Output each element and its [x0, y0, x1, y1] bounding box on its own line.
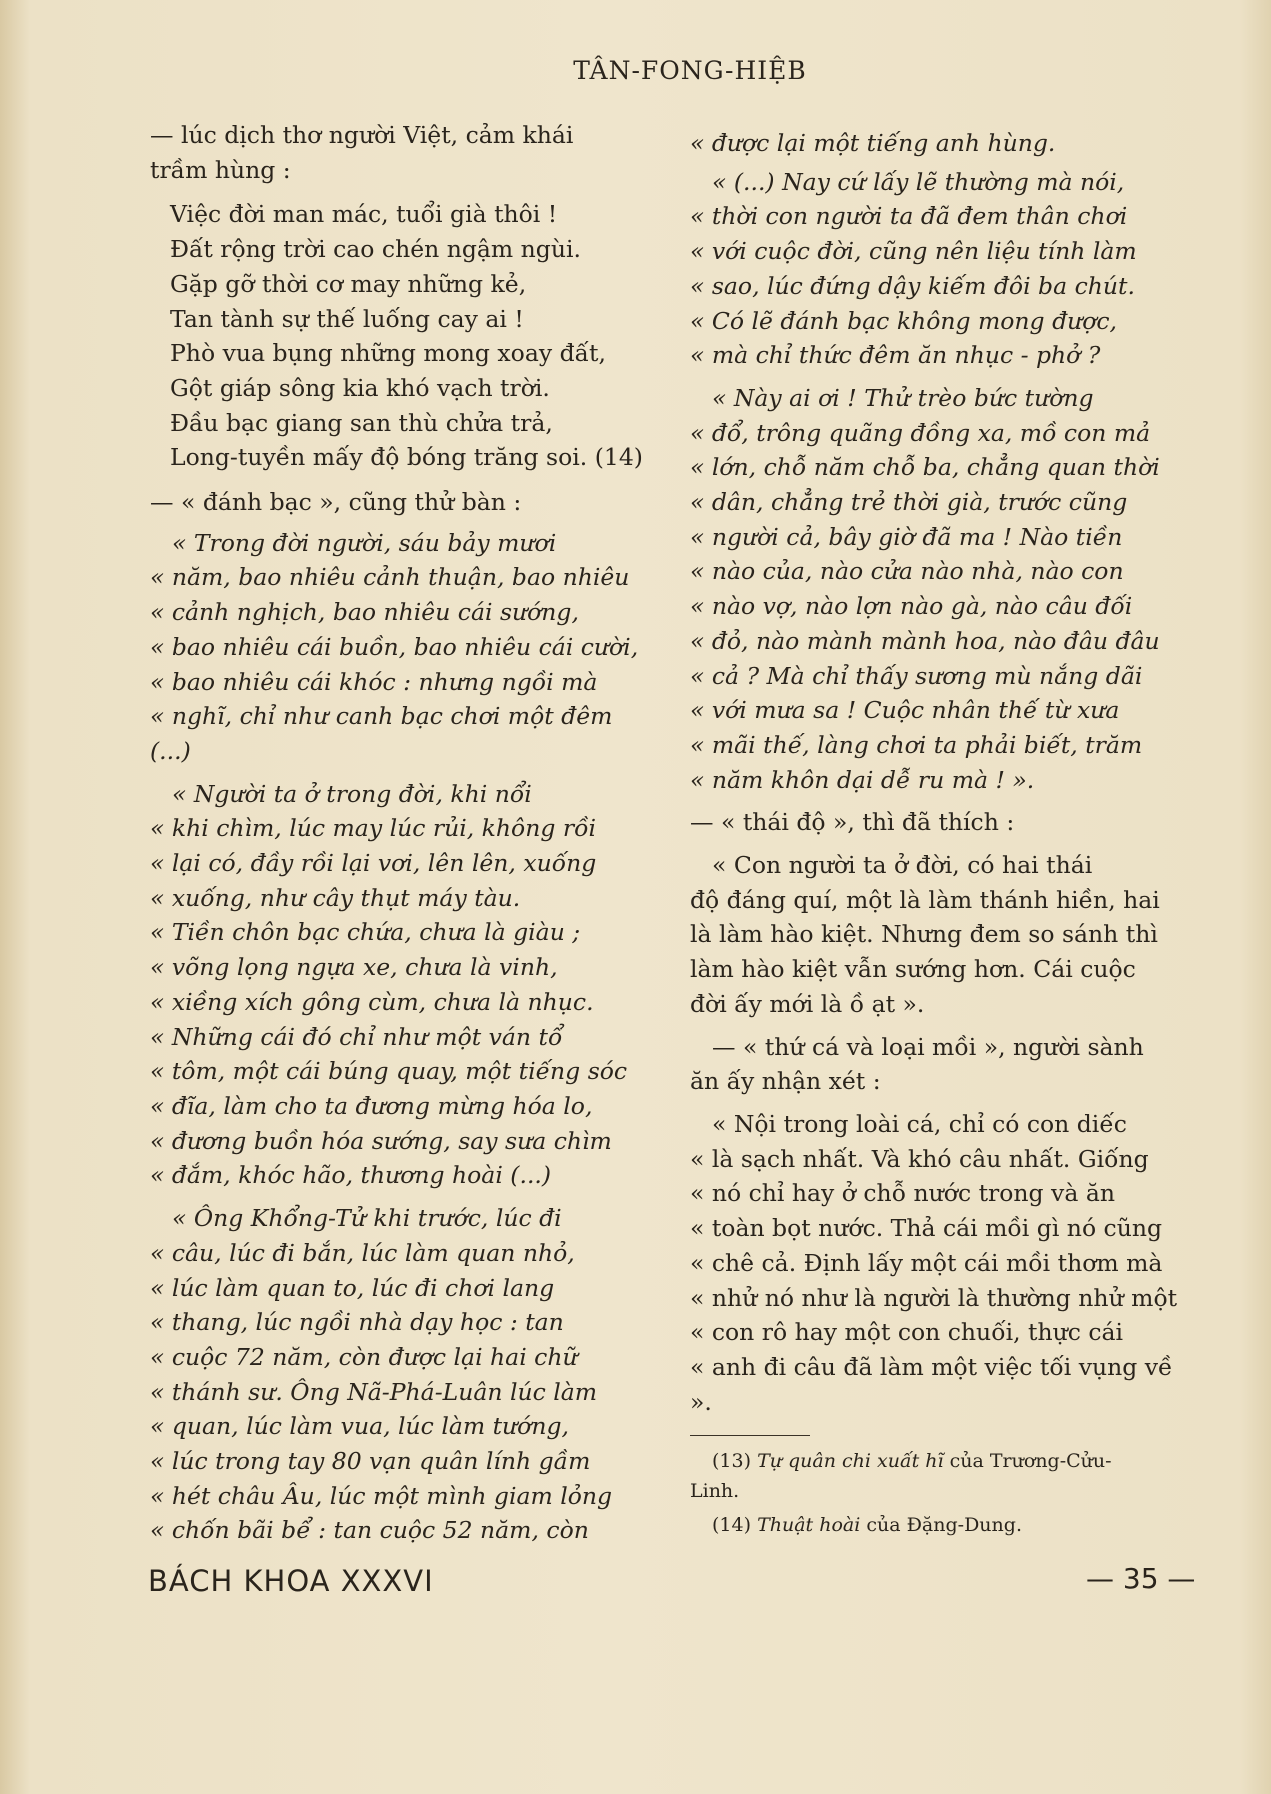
- quote-line: « người cả, bây giờ đã ma ! Nào tiền: [690, 522, 1123, 551]
- quote-line: « Nội trong loài cá, chỉ có con diếc: [712, 1109, 1127, 1138]
- quote-line: « con rô hay một con chuối, thực cái: [690, 1318, 1124, 1347]
- quote-line: « nghĩ, chỉ như canh bạc chơi một đêm (...): [150, 702, 613, 765]
- quote-line: « năm khôn dại dễ ru mà ! ».: [690, 765, 1035, 794]
- quote-paragraph-3: [150, 1201, 660, 1548]
- right-column: [690, 126, 1200, 1540]
- attitude-intro: — « thái độ », thì đã thích :: [690, 808, 1015, 837]
- quote-line: « Ông Khổng-Tử khi trước, lúc đi: [172, 1204, 562, 1233]
- quote-line: « mà chỉ thức đêm ăn nhục - phở ?: [690, 341, 1101, 370]
- quote-line: « Tiền chôn bạc chứa, chưa là giàu ;: [150, 918, 581, 947]
- quote-line: « thời con người ta đã đem thân chơi: [690, 202, 1128, 231]
- footnote-author: của Đặng-Dung.: [866, 1514, 1022, 1537]
- quote-line: « nhử nó như là người là thường nhử một: [690, 1283, 1178, 1312]
- footnote-divider: [690, 1435, 810, 1436]
- quote-line: « Có lẽ đánh bạc không mong được,: [690, 306, 1118, 335]
- fish-intro-line: ăn ấy nhận xét :: [690, 1067, 881, 1096]
- quote-line: « lại có, đầy rồi lại vơi, lên lên, xuống: [150, 849, 597, 878]
- footnote-author: của Trương-Cửu-: [949, 1450, 1112, 1473]
- quote-line: « lúc làm quan to, lúc đi chơi lang: [150, 1273, 555, 1302]
- quote-line: « Người ta ở trong đời, khi nổi: [172, 779, 532, 808]
- quote-line: « bao nhiêu cái khóc : nhưng ngồi mà: [150, 667, 598, 696]
- quote-line: « là sạch nhất. Và khó câu nhất. Giống: [690, 1144, 1149, 1173]
- journal-name: BÁCH KHOA XXXVI: [148, 1564, 434, 1598]
- quote-line: « xiềng xích gông cùm, chưa là nhục.: [150, 987, 594, 1016]
- quote-line: « tôm, một cái búng quay, một tiếng sóc: [150, 1057, 628, 1086]
- poem-line: Gặp gỡ thời cơ may những kẻ,: [170, 269, 527, 298]
- page-number: — 35 —: [1086, 1562, 1196, 1595]
- footnote-title: Tự quân chi xuất hĩ: [757, 1450, 944, 1473]
- quote-line: đời ấy mới là ồ ạt ».: [690, 989, 925, 1018]
- intro-line: — lúc dịch thơ người Việt, cảm khái: [150, 121, 574, 149]
- quote-line: làm hào kiệt vẫn sướng hơn. Cái cuộc: [690, 955, 1136, 984]
- quote-line: độ đáng quí, một là làm thánh hiền, hai: [690, 885, 1160, 914]
- quote-line: « quan, lúc làm vua, lúc làm tướng,: [150, 1412, 569, 1441]
- quote-line: « hét châu Âu, lúc một mình giam lỏng: [150, 1481, 613, 1510]
- quote-paragraph-6: [690, 848, 1200, 1022]
- quote-paragraph-2: [150, 777, 660, 1193]
- quote-line: là làm hào kiệt. Nhưng đem so sánh thì: [690, 920, 1158, 949]
- intro-paragraph: [150, 118, 660, 187]
- footnote-number: (13): [712, 1450, 752, 1473]
- quote-paragraph-4: [690, 165, 1200, 373]
- intro-line: trầm hùng :: [150, 155, 291, 184]
- quote-line: « đương buồn hóa sướng, say sưa chìm: [150, 1126, 612, 1155]
- quote-line: « cuộc 72 năm, còn được lại hai chữ: [150, 1342, 578, 1371]
- quote-line: « nó chỉ hay ở chỗ nước trong và ăn: [690, 1179, 1115, 1208]
- poem-line: Gột giáp sông kia khó vạch trời.: [170, 373, 550, 402]
- quote-line: « bao nhiêu cái buồn, bao nhiêu cái cười,: [150, 632, 639, 661]
- quote-line: « võng lọng ngựa xe, chưa là vinh,: [150, 953, 558, 982]
- quote-line: « lúc trong tay 80 vạn quân lính gầm: [150, 1447, 591, 1476]
- footnote-14: [690, 1510, 1200, 1540]
- quote-line: « đỏ, nào mành mành hoa, nào đâu đâu: [690, 626, 1160, 655]
- left-column: [150, 118, 660, 1548]
- quote-paragraph-1: [150, 526, 660, 769]
- quote-line: « đổ, trông quãng đồng xa, mồ con mả: [690, 418, 1151, 447]
- quote-line: « Trong đời người, sáu bảy mươi: [172, 528, 557, 557]
- fish-intro: [690, 1030, 1200, 1099]
- quote-line: « dân, chẳng trẻ thời già, trước cũng: [690, 488, 1128, 517]
- quote-line: « thánh sư. Ông Nã-Phá-Luân lúc làm: [150, 1377, 598, 1406]
- quote-line: « đĩa, làm cho ta đương mừng hóa lo,: [150, 1091, 593, 1120]
- quote-line: « Những cái đó chỉ như một ván tổ: [150, 1022, 563, 1051]
- fish-intro-line: — « thứ cá và loại mồi », người sành: [712, 1032, 1144, 1061]
- quote-paragraph-7: [690, 1107, 1200, 1419]
- quote-line: « cảnh nghịch, bao nhiêu cái sướng,: [150, 598, 579, 627]
- quote-line: « khi chìm, lúc may lúc rủi, không rồi: [150, 814, 596, 843]
- quote-line: « với cuộc đời, cũng nên liệu tính làm: [690, 237, 1137, 266]
- poem-line: Đất rộng trời cao chén ngậm ngùi.: [170, 235, 581, 264]
- quote-line: « chốn bãi bể : tan cuộc 52 năm, còn: [150, 1516, 589, 1545]
- footnote-title: Thuật hoài: [757, 1514, 861, 1537]
- poem-line: Tan tành sự thế luống cay ai !: [170, 304, 524, 333]
- quote-line: « anh đi câu đã làm một việc tối vụng về ».: [690, 1352, 1173, 1416]
- running-title: TÂN-FONG-HIỆB: [573, 56, 807, 85]
- continuation-line: « được lại một tiếng anh hùng.: [690, 129, 1056, 157]
- quote-line: « thang, lúc ngồi nhà dạy học : tan: [150, 1308, 564, 1337]
- poem-line: Việc đời man mác, tuổi già thôi !: [170, 200, 558, 229]
- quote-line: « cả ? Mà chỉ thấy sương mù nắng dãi: [690, 661, 1143, 690]
- quote-line: « đắm, khóc hão, thương hoài (...): [150, 1161, 552, 1190]
- quote-line: « (...) Nay cứ lấy lẽ thường mà nói,: [712, 167, 1125, 196]
- poem-line: Phò vua bụng những mong xoay đất,: [170, 339, 606, 368]
- gambling-intro: — « đánh bạc », cũng thử bàn :: [150, 488, 522, 517]
- quote-line: « năm, bao nhiêu cảnh thuận, bao nhiêu: [150, 563, 630, 592]
- quote-line: « câu, lúc đi bắn, lúc làm quan nhỏ,: [150, 1238, 575, 1267]
- quote-line: « sao, lúc đứng dậy kiếm đôi ba chút.: [690, 271, 1135, 300]
- quote-paragraph-5: [690, 381, 1200, 797]
- poem-line: Đầu bạc giang san thù chửa trả,: [170, 408, 553, 437]
- quote-line: « Con người ta ở đời, có hai thái: [712, 851, 1093, 880]
- quote-line: « nào của, nào cửa nào nhà, nào con: [690, 557, 1124, 586]
- quote-line: « toàn bọt nước. Thả cái mồi gì nó cũng: [690, 1214, 1163, 1243]
- quote-line: « lớn, chỗ năm chỗ ba, chẳng quan thời: [690, 453, 1160, 482]
- quote-line: « Này ai ơi ! Thử trèo bức tường: [712, 383, 1094, 412]
- footnote-number: (14): [712, 1514, 752, 1537]
- quote-line: « nào vợ, nào lợn nào gà, nào câu đối: [690, 592, 1133, 621]
- quote-line: « chê cả. Định lấy một cái mồi thơm mà: [690, 1248, 1163, 1277]
- quote-line: « với mưa sa ! Cuộc nhân thế từ xưa: [690, 696, 1120, 725]
- footnote-author-cont: Linh.: [690, 1480, 740, 1503]
- quote-line: « mãi thế, làng chơi ta phải biết, trăm: [690, 730, 1143, 759]
- poem-line: Long-tuyền mấy độ bóng trăng soi. (14): [170, 443, 643, 472]
- quote-line: « xuống, như cây thụt máy tàu.: [150, 883, 521, 912]
- footnote-13: [690, 1446, 1200, 1506]
